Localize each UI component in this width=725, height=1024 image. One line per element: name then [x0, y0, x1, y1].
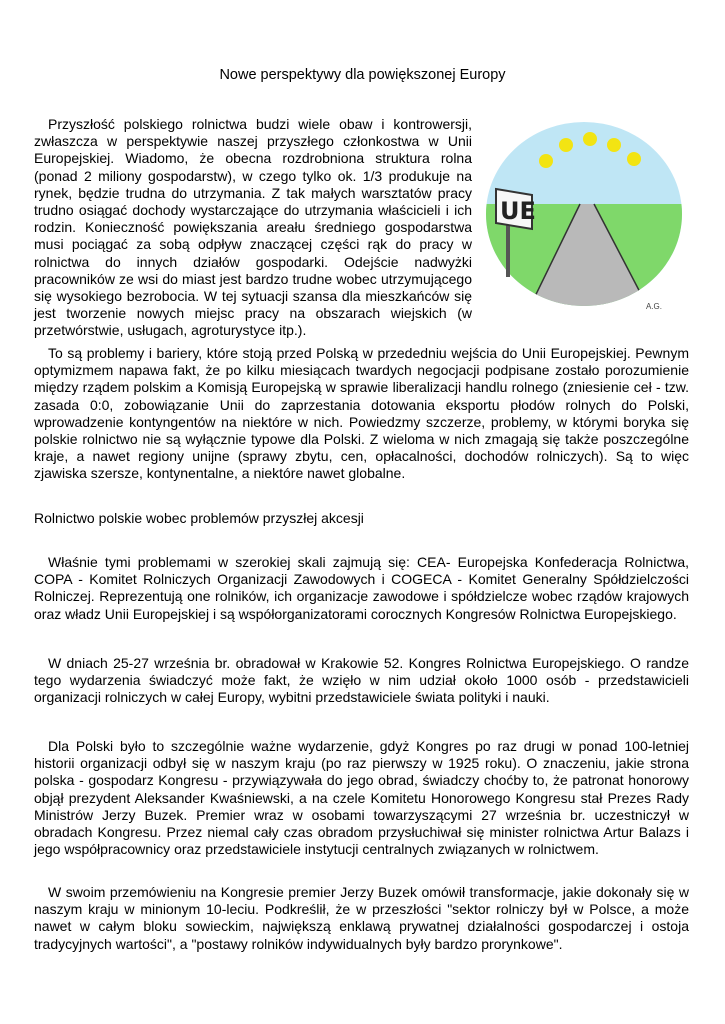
illustration-signature: A.G.: [646, 302, 663, 311]
paragraph-speech: W swoim przemówieniu na Kongresie premier Jerzy Buzek omówił transformacje, jakie dokonały się w naszym kraju w minionym 10-leciu. Podkreślił, że w przeszłości "sektor rolniczy był w Polsce, a może nawet w całym bloku sowieckim, największą enklawą prywatnej działalności gospodarczej i ostoja tradycyjnych wartości", a "postawy rolników indywidualnych były bardzo prorynkowe".: [34, 884, 689, 952]
paragraph-problems: To są problemy i bariery, które stoją przed Polską w przededniu wejścia do Unii Europejskiej. Pewnym optymizmem napawa fakt, że po kilku miesiącach twardych negocjacji podpisane zostało porozumienie między rządem polskim a Komisją Europejską w sprawie liberalizacji handlu rolnego (zniesienie ceł - tzw. zasada 0:0, zobowiązanie Unii do zaprzestania dotowania eksportu płodów rolnych do Polski, wprowadzenie kontyngentów na niektóre w nich. Powiedzmy szczerze, problemy, w którymi boryka się polskie rolnictwo nie są wyłącznie typowe dla Polski. Z wieloma w nich zmagają się także poszczególne kraje, a nawet regiony unijne (sprawy zbytu, cen, opłacalności, dochodów rolniczych). Są to więc zjawiska szersze, kontynentalne, a niektóre nawet globalne.: [34, 345, 689, 482]
section-subheading: Rolnictwo polskie wobec problemów przyszłej akcesji: [34, 510, 364, 526]
page-title: Nowe perspektywy dla powiększonej Europy: [219, 67, 506, 83]
eu-road-illustration: [484, 119, 684, 319]
paragraph-importance: Dla Polski było to szczególnie ważne wydarzenie, gdyż Kongres po raz drugi w ponad 100-letniej historii organizacji odbył się w naszym kraju (po raz pierwszy w 1925 roku). O znaczeniu, jakie strona polska - gospodarz Kongresu - przywiązywała do jego obrad, świadczy choćby to, że patronat honorowy objął prezydent Aleksander Kwaśniewski, a na czele Komitetu Honorowego Kongresu stał Prezes Rady Ministrów Jerzy Buzek. Premier wraz w osobami towarzyszącymi 27 września br. uczestniczył w obradach Kongresu. Przez niemal cały czas obradom przysłuchiwał się minister rolnictwa Artur Balazs i jego współpracownicy oraz przedstawiciele instytucji centralnych związanych w rolnictwem.: [34, 738, 689, 858]
paragraph-organizations: Właśnie tymi problemami w szerokiej skali zajmują się: CEA- Europejska Konfederacja Rolnictwa, COPA - Komitet Rolniczych Organizacji Zawodowych i COGECA - Komitet Generalny Spółdzielczości Rolniczej. Reprezentują one rolników, ich organizacje zawodowe i spółdzielcze wobec rządów krajowych oraz władz Unii Europejskiej i są współorganizatorami corocznych Kongresów Rolnictwa Europejskiego.: [34, 554, 689, 622]
paragraph-intro: Przyszłość polskiego rolnictwa budzi wiele obaw i kontrowersji, zwłaszcza w perspektywie naszej przyszłego członkostwa w Unii Europejskiej. Wiadomo, że obecna rozdrobniona struktura rolna (ponad 2 miliony gospodarstw), w czego tylko ok. 1/3 produkuje na rynek, będzie trudna do utrzymania. Z tak małych warsztatów pracy trudno osiągać dochody wystarczające do utrzymania właścicieli i ich rodzin. Konieczność powiększania areału średniego gospodarstwa musi pociągać za sobą odpływ znaczącej części rąk do pracy w rolnictwa do innych działów gospodarki. Odejście nadwyżki pracowników ze wsi do miast jest bardzo trudne wobec utrzymującego się wysokiego bezrobocia. W tej sytuacji szansa dla mieszkańców się jest tworzenie nowych miejsc pracy na obszarach wiejskich (w przetwórstwie, usługach, agroturystyce itp.).: [34, 116, 472, 339]
paragraph-congress: W dniach 25-27 września br. obradował w Krakowie 52. Kongres Rolnictwa Europejskiego. O randze tego wydarzenia świadczyć może fakt, że wzięło w nim udział około 1000 osób - przedstawicieli organizacji rolniczych w całej Europy, wybitni przedstawiciele świata polityki i nauki.: [34, 655, 689, 706]
sign-text: UE: [500, 197, 536, 225]
